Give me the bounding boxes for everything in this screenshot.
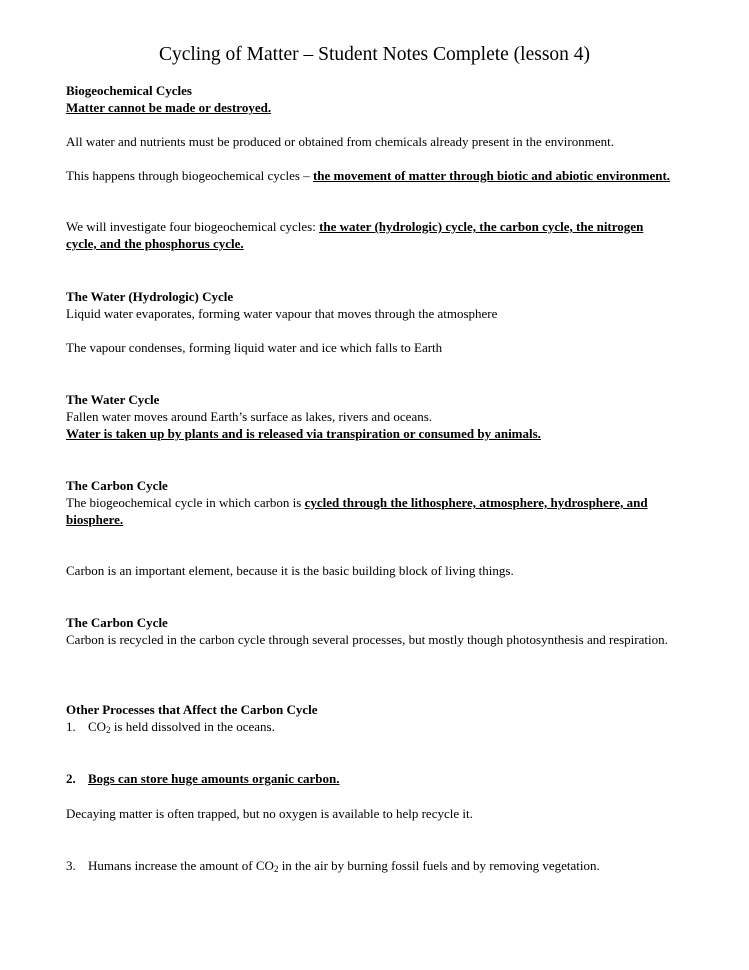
list-text: CO (88, 719, 107, 734)
paragraph: Carbon is an important element, because it is the basic building block of living things. (66, 563, 514, 578)
paragraph (66, 167, 676, 184)
paragraph-text: This happens through biogeochemical cycles – (66, 168, 313, 183)
water-cycle-section (66, 391, 706, 442)
section-subheading: Matter cannot be made or destroyed. (66, 100, 272, 115)
section-heading: The Carbon Cycle (66, 615, 168, 630)
emphasis-text: cycled through the lithosphere, atmosphere, hydrosphere, and biosphere. (66, 495, 648, 527)
other-processes-section (66, 701, 706, 735)
list-number: 3. (66, 858, 76, 873)
section-heading: Biogeochemical Cycles (66, 83, 192, 98)
section-heading: The Carbon Cycle (66, 478, 168, 493)
list-item (66, 770, 706, 787)
water-hydrologic-section (66, 288, 706, 322)
paragraph-text: Carbon is recycled in the carbon cycle through several processes, but mostly though photosynthesis and respiration. (66, 632, 668, 647)
paragraph: All water and nutrients must be produced or obtained from chemicals already present in the environment. (66, 134, 614, 149)
paragraph-text: The biogeochemical cycle in which carbon is (66, 495, 305, 510)
carbon-cycle-section (66, 614, 686, 648)
biogeochemical-section (66, 82, 706, 116)
subscript: 2 (273, 864, 279, 874)
subscript: 2 (106, 725, 111, 735)
paragraph-text: Fallen water moves around Earth’s surface as lakes, rivers and oceans. (66, 409, 433, 424)
page-title: Cycling of Matter – Student Notes Complete (lesson 4) (158, 44, 591, 65)
emphasis-text: Water is taken up by plants and is released via transpiration or consumed by animals. (66, 426, 541, 441)
list-text: is held dissolved in the oceans. (110, 719, 275, 734)
list-text: Humans increase the amount of CO (88, 858, 274, 873)
carbon-cycle-section (66, 477, 706, 528)
emphasis-text: the water (hydrologic) cycle, the carbon cycle, the nitrogen cycle, and the phosphorus cycle. (66, 219, 644, 251)
section-heading: The Water Cycle (66, 392, 160, 407)
list-number: 2. (66, 771, 76, 786)
paragraph: The vapour condenses, forming liquid water and ice which falls to Earth (66, 340, 443, 355)
paragraph (66, 218, 676, 252)
paragraph: Decaying matter is often trapped, but no oxygen is available to help recycle it. (66, 806, 473, 821)
list-item (66, 718, 706, 735)
emphasis-text: Bogs can store huge amounts organic carbon. (88, 771, 340, 786)
list-item (66, 857, 726, 874)
section-heading: The Water (Hydrologic) Cycle (66, 289, 234, 304)
emphasis-text: the movement of matter through biotic and abiotic environment. (312, 168, 671, 183)
list-text: in the air by burning fossil fuels and by removing vegetation. (278, 858, 600, 873)
section-heading: Other Processes that Affect the Carbon Cycle (66, 702, 318, 717)
paragraph (66, 494, 706, 528)
list-number: 1. (66, 719, 76, 734)
paragraph-text: Liquid water evaporates, forming water vapour that moves through the atmosphere (66, 306, 498, 321)
paragraph-text: We will investigate four biogeochemical cycles: (66, 219, 320, 234)
